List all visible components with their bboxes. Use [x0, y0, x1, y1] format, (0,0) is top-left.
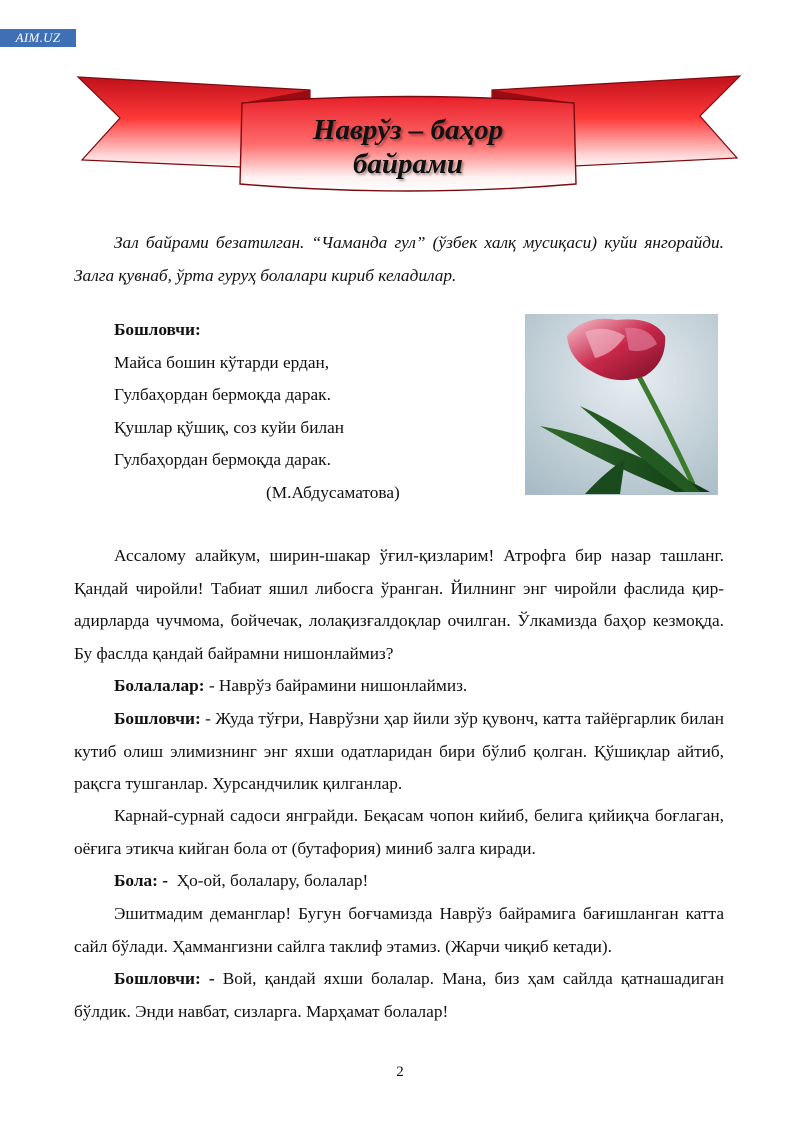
dialogue-paragraph	[74, 865, 724, 898]
verse-line: Гулбаҳордан бермоқда дарак.	[114, 385, 331, 404]
dialogue-text: Ҳо-ой, болалару, болалар!	[168, 871, 369, 890]
page-title	[240, 113, 576, 181]
dialogue-paragraph	[74, 800, 724, 865]
intro-paragraph: Зал байрами безатилган. “Чаманда гул” (ўзбек халқ мусиқаси) куйи янгорайди. Залга қувнаб, ўрта гуруҳ болалари кириб келадилар.	[74, 233, 724, 285]
dialogue-paragraph	[74, 963, 724, 1028]
site-badge: AIM.UZ	[0, 29, 76, 47]
verse-line: Майса бошин кўтарди ердан,	[114, 352, 330, 372]
dialogue-paragraph	[74, 703, 724, 801]
dialogue-text: Ассалому алайкум, ширин-шакар ўғил-қизларим! Атрофга бир назар ташланг. Қандай чиройли! Табиат яшил либосга ўранган. Йилнинг энг чиройли фаслида қир-адирларда чучмома, бойчечак, лолақизғалдоқлар очилган. Ўлкамизда баҳор кезмоқда. Бу фаслда қандай байрамни нишонлаймиз?	[74, 546, 724, 663]
speaker-label: Болалалар:	[114, 676, 205, 695]
dialogue-text: Эшитмадим деманглар! Бугун боғчамизда Наврўз байрамига бағишланган катта сайл бўлади. Ҳаммангизни сайлга таклиф этамиз. (Жарчи чиқиб кетади).	[74, 904, 724, 956]
verse-speaker: Бошловчи:	[114, 320, 201, 339]
page-number: 2	[396, 1064, 404, 1080]
dialogue-text: Вой, қандай яхши болалар. Мана, биз ҳам сайлда қатнашадиган бўлдик. Энди навбат, сизларга. Марҳамат болалар!	[74, 969, 724, 1021]
title-line-1: Наврўз – баҳор	[312, 114, 504, 146]
speaker-label: Бошловчи: -	[114, 969, 215, 988]
verse-line: Қушлар қўшиқ, соз куйи билан	[114, 417, 345, 437]
verse-author: (М.Абдусаматова)	[266, 482, 400, 502]
speaker-label: Бошловчи:	[114, 709, 201, 728]
dialogue-paragraph	[74, 898, 724, 963]
tulip-photo	[525, 314, 718, 495]
dialogue-text: Карнай-сурнай садоси янграйди. Беқасам чопон кийиб, белига қийиқча боғлаган, оёғига этикча кийган бола от (бутафория) миниб залга киради.	[74, 806, 724, 858]
dialogue-text: - Жуда тўғри, Наврўзни ҳар йили зўр қувонч, катта тайёргарлик билан кутиб олиш элимизнинг энг яхши одатларидан бири бўлиб қолган. Қўшиқлар айтиб, рақсга тушганлар. Хурсандчилик қилганлар.	[74, 709, 724, 793]
title-line-2: байрами	[352, 148, 464, 180]
dialogue-text: - Наврўз байрамини нишонлаймиз.	[204, 676, 468, 695]
dialogue-paragraph	[74, 670, 724, 703]
verse-block	[114, 314, 514, 509]
speaker-label: Бола: -	[114, 871, 169, 890]
verse-line: Гулбаҳордан бермоқда дарак.	[114, 450, 331, 469]
dialogue-paragraph	[74, 540, 724, 670]
